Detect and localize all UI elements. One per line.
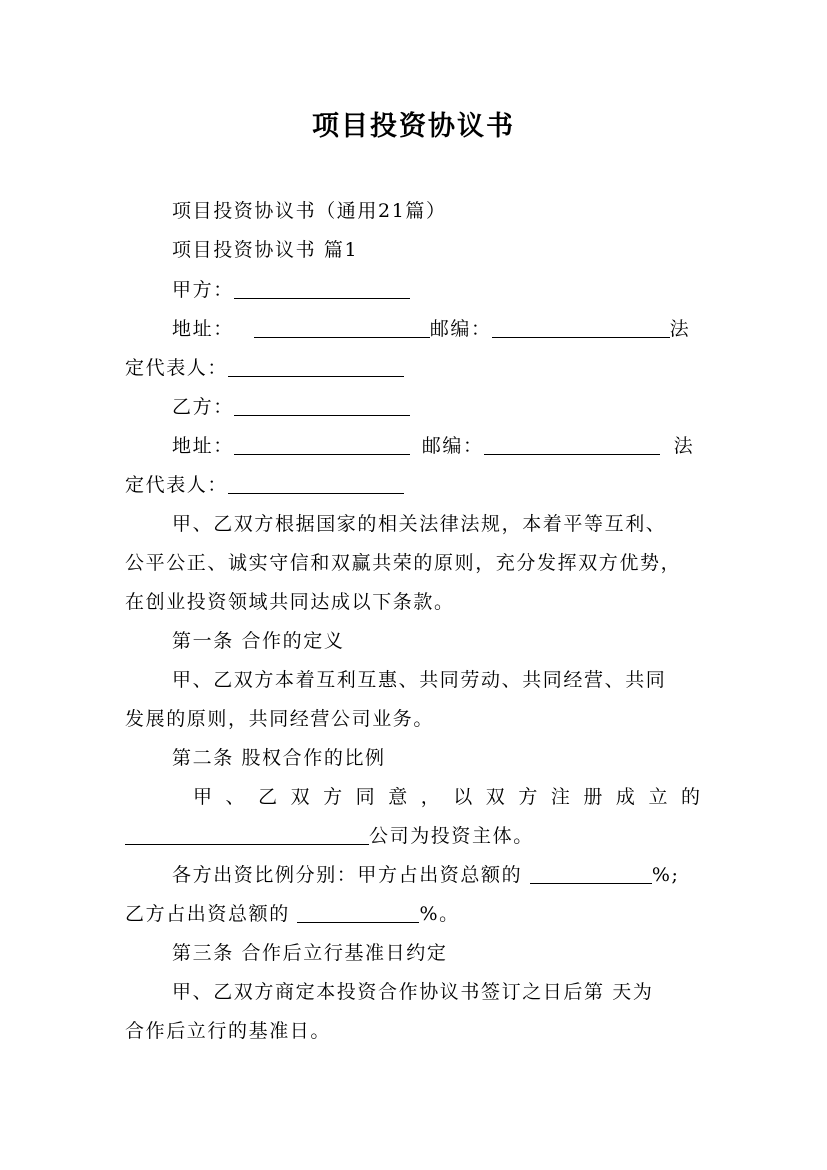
party-a-blank bbox=[234, 280, 410, 299]
postcode-label-a: 邮编： bbox=[429, 318, 492, 340]
document-subtitle: 项目投资协议书（通用21篇） bbox=[172, 200, 447, 222]
ratio-line-1 bbox=[172, 863, 680, 887]
intro-line-3: 在创业投资领域共同达成以下条款。 bbox=[125, 591, 455, 613]
article-2-line-2 bbox=[125, 824, 534, 848]
ratio-line-2-prefix: 乙方占出资总额的 bbox=[125, 903, 298, 925]
party-a-legal-rep-line bbox=[125, 356, 404, 380]
legal-rep-label-b: 定代表人： bbox=[125, 474, 229, 496]
legal-rep-prefix-a: 法 bbox=[669, 318, 691, 340]
ratio-line-1-prefix: 各方出资比例分别：甲方占出资总额的 bbox=[172, 864, 530, 886]
article-2-title: 第二条 股权合作的比例 bbox=[172, 747, 386, 769]
party-b-address-line bbox=[172, 434, 694, 458]
ratio-line-2-suffix: %。 bbox=[419, 903, 460, 925]
address-label-a: 地址： bbox=[172, 318, 234, 340]
article-1-title: 第一条 合作的定义 bbox=[172, 630, 345, 652]
party-a-line bbox=[172, 278, 410, 302]
party-a-label: 甲方： bbox=[172, 279, 234, 301]
legal-rep-label-a: 定代表人： bbox=[125, 357, 229, 379]
party-b-line bbox=[172, 395, 410, 419]
article-2-line-2-suffix: 公司为投资主体。 bbox=[369, 825, 534, 847]
article-3-title: 第三条 合作后立行基准日约定 bbox=[172, 942, 448, 964]
party-b-legal-rep-line bbox=[125, 473, 404, 497]
party-a-address-line bbox=[172, 317, 690, 341]
party-b-blank bbox=[234, 397, 410, 416]
postcode-blank-a bbox=[492, 319, 670, 338]
document-title: 项目投资协议书 bbox=[312, 111, 515, 142]
postcode-blank-b bbox=[484, 436, 660, 455]
address-blank-a bbox=[254, 319, 430, 338]
address-label-b: 地址： bbox=[172, 435, 234, 457]
ratio-line-2 bbox=[125, 902, 460, 926]
ratio-line-1-suffix: %; bbox=[651, 864, 680, 886]
article-3-line-2: 合作后立行的基准日。 bbox=[125, 1020, 332, 1042]
party-b-ratio-blank bbox=[297, 904, 419, 923]
legal-rep-blank-a bbox=[228, 358, 404, 377]
address-blank-b bbox=[234, 436, 410, 455]
legal-rep-prefix-b: 法 bbox=[673, 435, 695, 457]
company-name-blank bbox=[125, 826, 369, 845]
article-3-line-1: 甲、乙双方商定本投资合作协议书签订之日后第 天为 bbox=[172, 981, 654, 1003]
article-1-line-1: 甲、乙双方本着互利互惠、共同劳动、共同经营、共同 bbox=[172, 669, 667, 691]
intro-line-1: 甲、乙双方根据国家的相关法律法规，本着平等互利、 bbox=[172, 513, 667, 535]
legal-rep-blank-b bbox=[228, 475, 404, 494]
postcode-label-b: 邮编： bbox=[421, 435, 484, 457]
article-2-line-1: 甲、乙双方同意，以双方注册成立的 bbox=[193, 786, 700, 808]
intro-line-2: 公平公正、诚实守信和双赢共荣的原则，充分发挥双方优势， bbox=[125, 552, 682, 574]
section-title: 项目投资协议书 篇1 bbox=[172, 239, 359, 261]
party-a-ratio-blank bbox=[530, 865, 652, 884]
article-1-line-2: 发展的原则，共同经营公司业务。 bbox=[125, 708, 435, 730]
party-b-label: 乙方： bbox=[172, 396, 234, 418]
